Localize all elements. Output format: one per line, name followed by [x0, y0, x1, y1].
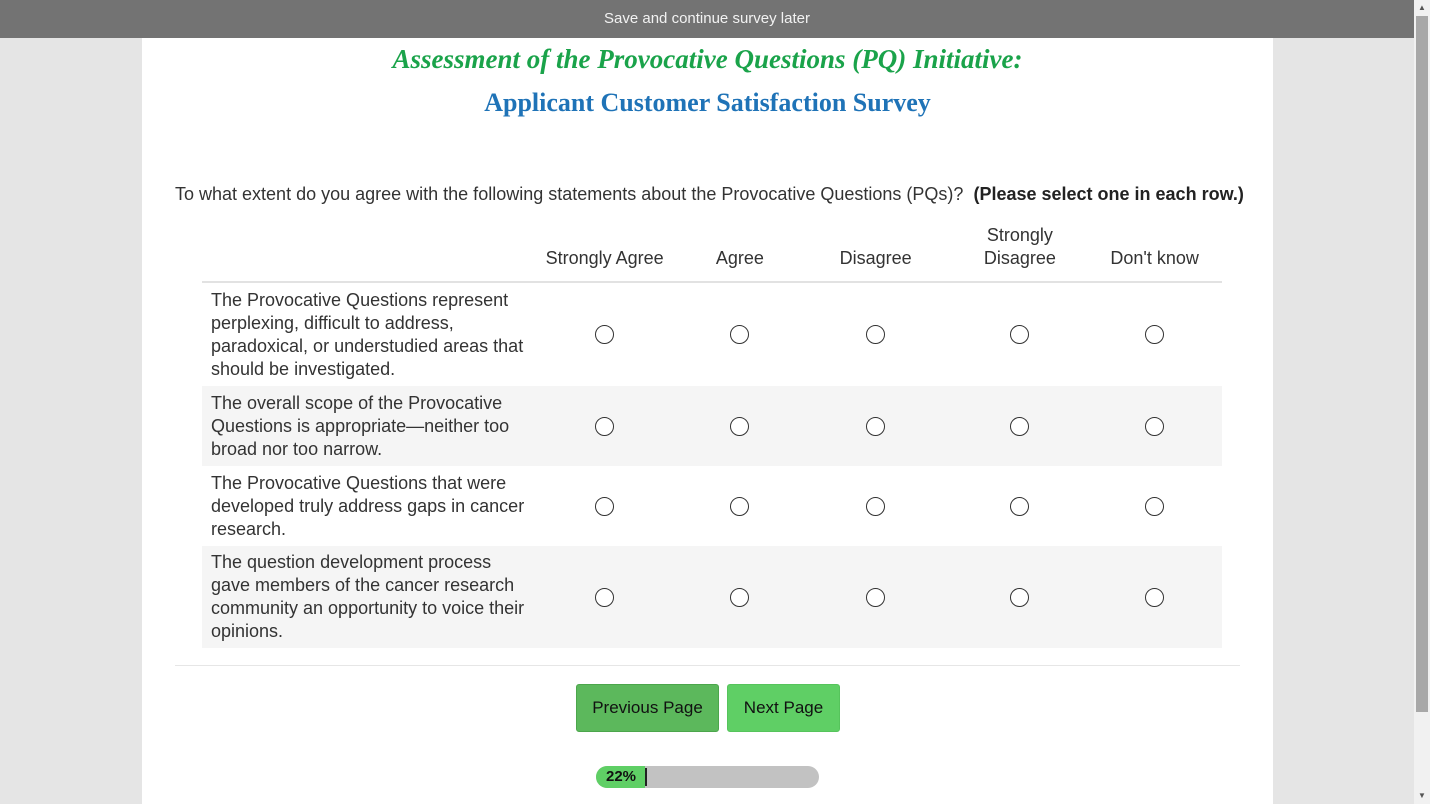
matrix-row	[202, 546, 1222, 648]
vertical-scrollbar[interactable]	[1414, 0, 1430, 804]
radio-strongly-agree[interactable]	[595, 325, 614, 344]
radio-disagree[interactable]	[866, 417, 885, 436]
scroll-down-arrow-icon[interactable]: ▼	[1418, 791, 1426, 800]
radio-strongly-disagree[interactable]	[1010, 417, 1029, 436]
radio-strongly-agree[interactable]	[595, 497, 614, 516]
column-header-agree: Agree	[715, 248, 764, 268]
column-header-dont-know: Don't know	[1110, 248, 1199, 268]
radio-strongly-agree[interactable]	[595, 417, 614, 436]
row-statement: The Provocative Questions that were developed truly address gaps in cancer research.	[211, 472, 525, 539]
radio-dont-know[interactable]	[1145, 497, 1164, 516]
matrix-row	[202, 386, 1222, 466]
progress-marker	[645, 768, 647, 786]
column-header-strongly-disagree: Strongly Disagree	[983, 225, 1056, 268]
radio-dont-know[interactable]	[1145, 588, 1164, 607]
radio-strongly-disagree[interactable]	[1010, 588, 1029, 607]
radio-strongly-disagree[interactable]	[1010, 497, 1029, 516]
row-statement: The question development process gave members of the cancer research community an opportunity to voice their opinions.	[211, 552, 525, 641]
radio-agree[interactable]	[730, 588, 749, 607]
radio-agree[interactable]	[730, 417, 749, 436]
radio-agree[interactable]	[730, 325, 749, 344]
next-page-button[interactable]: Next Page	[727, 684, 840, 732]
radio-disagree[interactable]	[866, 497, 885, 516]
save-later-bar[interactable]: Save and continue survey later	[0, 0, 1414, 38]
column-header-disagree: Disagree	[839, 248, 912, 268]
column-header-strongly-agree: Strongly Agree	[545, 248, 664, 268]
question-text: To what extent do you agree with the following statements about the Provocative Questions (PQs)?	[175, 184, 964, 204]
matrix-header-spacer	[202, 220, 528, 281]
scroll-up-arrow-icon[interactable]: ▲	[1418, 3, 1426, 12]
matrix-row	[202, 283, 1222, 386]
radio-dont-know[interactable]	[1145, 417, 1164, 436]
question-instruction: (Please select one in each row.)	[973, 184, 1244, 204]
radio-disagree[interactable]	[866, 588, 885, 607]
survey-page	[142, 38, 1273, 804]
radio-disagree[interactable]	[866, 325, 885, 344]
likert-matrix	[202, 220, 1222, 648]
radio-strongly-disagree[interactable]	[1010, 325, 1029, 344]
scrollbar-thumb[interactable]	[1416, 16, 1428, 712]
question-prompt	[175, 184, 1255, 205]
row-statement: The Provocative Questions represent perplexing, difficult to address, paradoxical, or understudied areas that should be investigated.	[211, 289, 524, 379]
survey-subtitle: Applicant Customer Satisfaction Survey	[484, 88, 931, 117]
previous-page-button[interactable]: Previous Page	[576, 684, 719, 732]
radio-dont-know[interactable]	[1145, 325, 1164, 344]
survey-title: Assessment of the Provocative Questions (PQ) Initiative:	[392, 44, 1023, 74]
radio-agree[interactable]	[730, 497, 749, 516]
radio-strongly-agree[interactable]	[595, 588, 614, 607]
matrix-header	[202, 220, 1222, 283]
matrix-row	[202, 466, 1222, 546]
progress-bar	[596, 766, 819, 788]
progress-label: 22%	[606, 768, 637, 785]
divider	[175, 665, 1240, 666]
row-statement: The overall scope of the Provocative Questions is appropriate—neither too broad nor too narrow.	[211, 392, 510, 459]
